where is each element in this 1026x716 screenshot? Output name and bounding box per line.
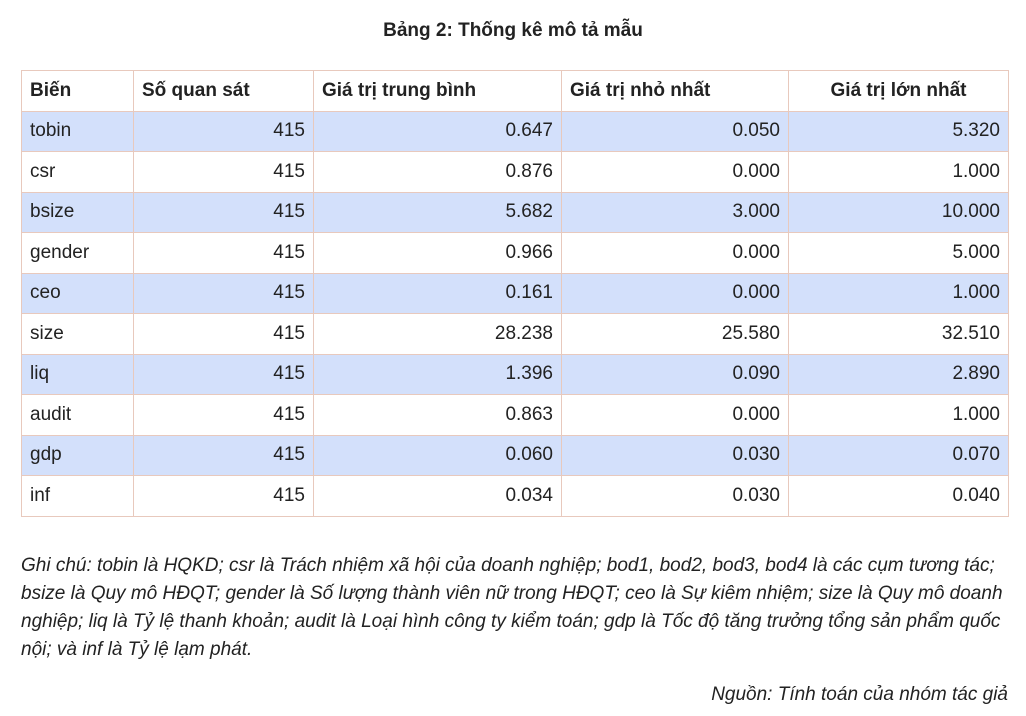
table-row [22,192,1009,233]
cell-max: 32.510 [789,314,1009,355]
table-title: Bảng 2: Thống kê mô tả mẫu [383,20,643,41]
descriptive-statistics-table [21,70,1009,517]
cell-max: 2.890 [789,354,1009,395]
cell-variable: bsize [22,192,134,233]
cell-min: 0.000 [562,395,789,436]
cell-mean: 0.863 [314,395,562,436]
table-body [22,111,1009,516]
cell-variable: csr [22,152,134,193]
cell-observations: 415 [134,233,314,274]
table-row [22,273,1009,314]
cell-mean: 0.876 [314,152,562,193]
cell-min: 0.030 [562,435,789,476]
cell-min: 25.580 [562,314,789,355]
cell-max: 0.070 [789,435,1009,476]
cell-min: 0.000 [562,152,789,193]
cell-min: 0.000 [562,273,789,314]
cell-observations: 415 [134,476,314,517]
cell-max: 5.320 [789,111,1009,152]
cell-min: 0.050 [562,111,789,152]
table-row [22,395,1009,436]
cell-variable: size [22,314,134,355]
table-row [22,476,1009,517]
cell-variable: gender [22,233,134,274]
table-source: Nguồn: Tính toán của nhóm tác giả [711,684,1008,705]
table-row [22,435,1009,476]
cell-variable: liq [22,354,134,395]
cell-max: 5.000 [789,233,1009,274]
header-max: Giá trị lớn nhất [789,71,1009,112]
cell-max: 1.000 [789,395,1009,436]
cell-variable: audit [22,395,134,436]
table-note: Ghi chú: tobin là HQKD; csr là Trách nhiệm xã hội của doanh nghiệp; bod1, bod2, bod3, bod4 là các cụm tương tác; bsize là Quy mô HĐQT; gender là Số lượng thành viên nữ trong HĐQT; ceo là Sự kiêm nhiệm; size là Quy mô doanh nghiệp; liq là Tỷ lệ thanh khoản; audit là Loại hình công ty kiểm toán; gdp là Tốc độ tăng trưởng tổng sản phẩm quốc nội; và inf là Tỷ lệ lạm phát. [21,555,1003,660]
cell-min: 0.090 [562,354,789,395]
table-row [22,233,1009,274]
cell-mean: 0.161 [314,273,562,314]
cell-observations: 415 [134,354,314,395]
cell-mean: 28.238 [314,314,562,355]
cell-variable: tobin [22,111,134,152]
cell-max: 10.000 [789,192,1009,233]
cell-min: 3.000 [562,192,789,233]
cell-observations: 415 [134,192,314,233]
cell-max: 1.000 [789,152,1009,193]
table-row [22,314,1009,355]
cell-mean: 1.396 [314,354,562,395]
header-mean: Giá trị trung bình [314,71,562,112]
cell-observations: 415 [134,111,314,152]
header-observations: Số quan sát [134,71,314,112]
cell-mean: 0.034 [314,476,562,517]
cell-variable: gdp [22,435,134,476]
table-row [22,111,1009,152]
cell-variable: inf [22,476,134,517]
cell-observations: 415 [134,435,314,476]
table-header-row [22,71,1009,112]
cell-max: 0.040 [789,476,1009,517]
cell-max: 1.000 [789,273,1009,314]
cell-mean: 5.682 [314,192,562,233]
table-row [22,354,1009,395]
cell-min: 0.030 [562,476,789,517]
cell-mean: 0.060 [314,435,562,476]
cell-observations: 415 [134,152,314,193]
cell-observations: 415 [134,314,314,355]
cell-min: 0.000 [562,233,789,274]
cell-mean: 0.647 [314,111,562,152]
header-variable: Biến [22,71,134,112]
cell-observations: 415 [134,395,314,436]
cell-variable: ceo [22,273,134,314]
header-min: Giá trị nhỏ nhất [562,71,789,112]
cell-mean: 0.966 [314,233,562,274]
table-row [22,152,1009,193]
cell-observations: 415 [134,273,314,314]
